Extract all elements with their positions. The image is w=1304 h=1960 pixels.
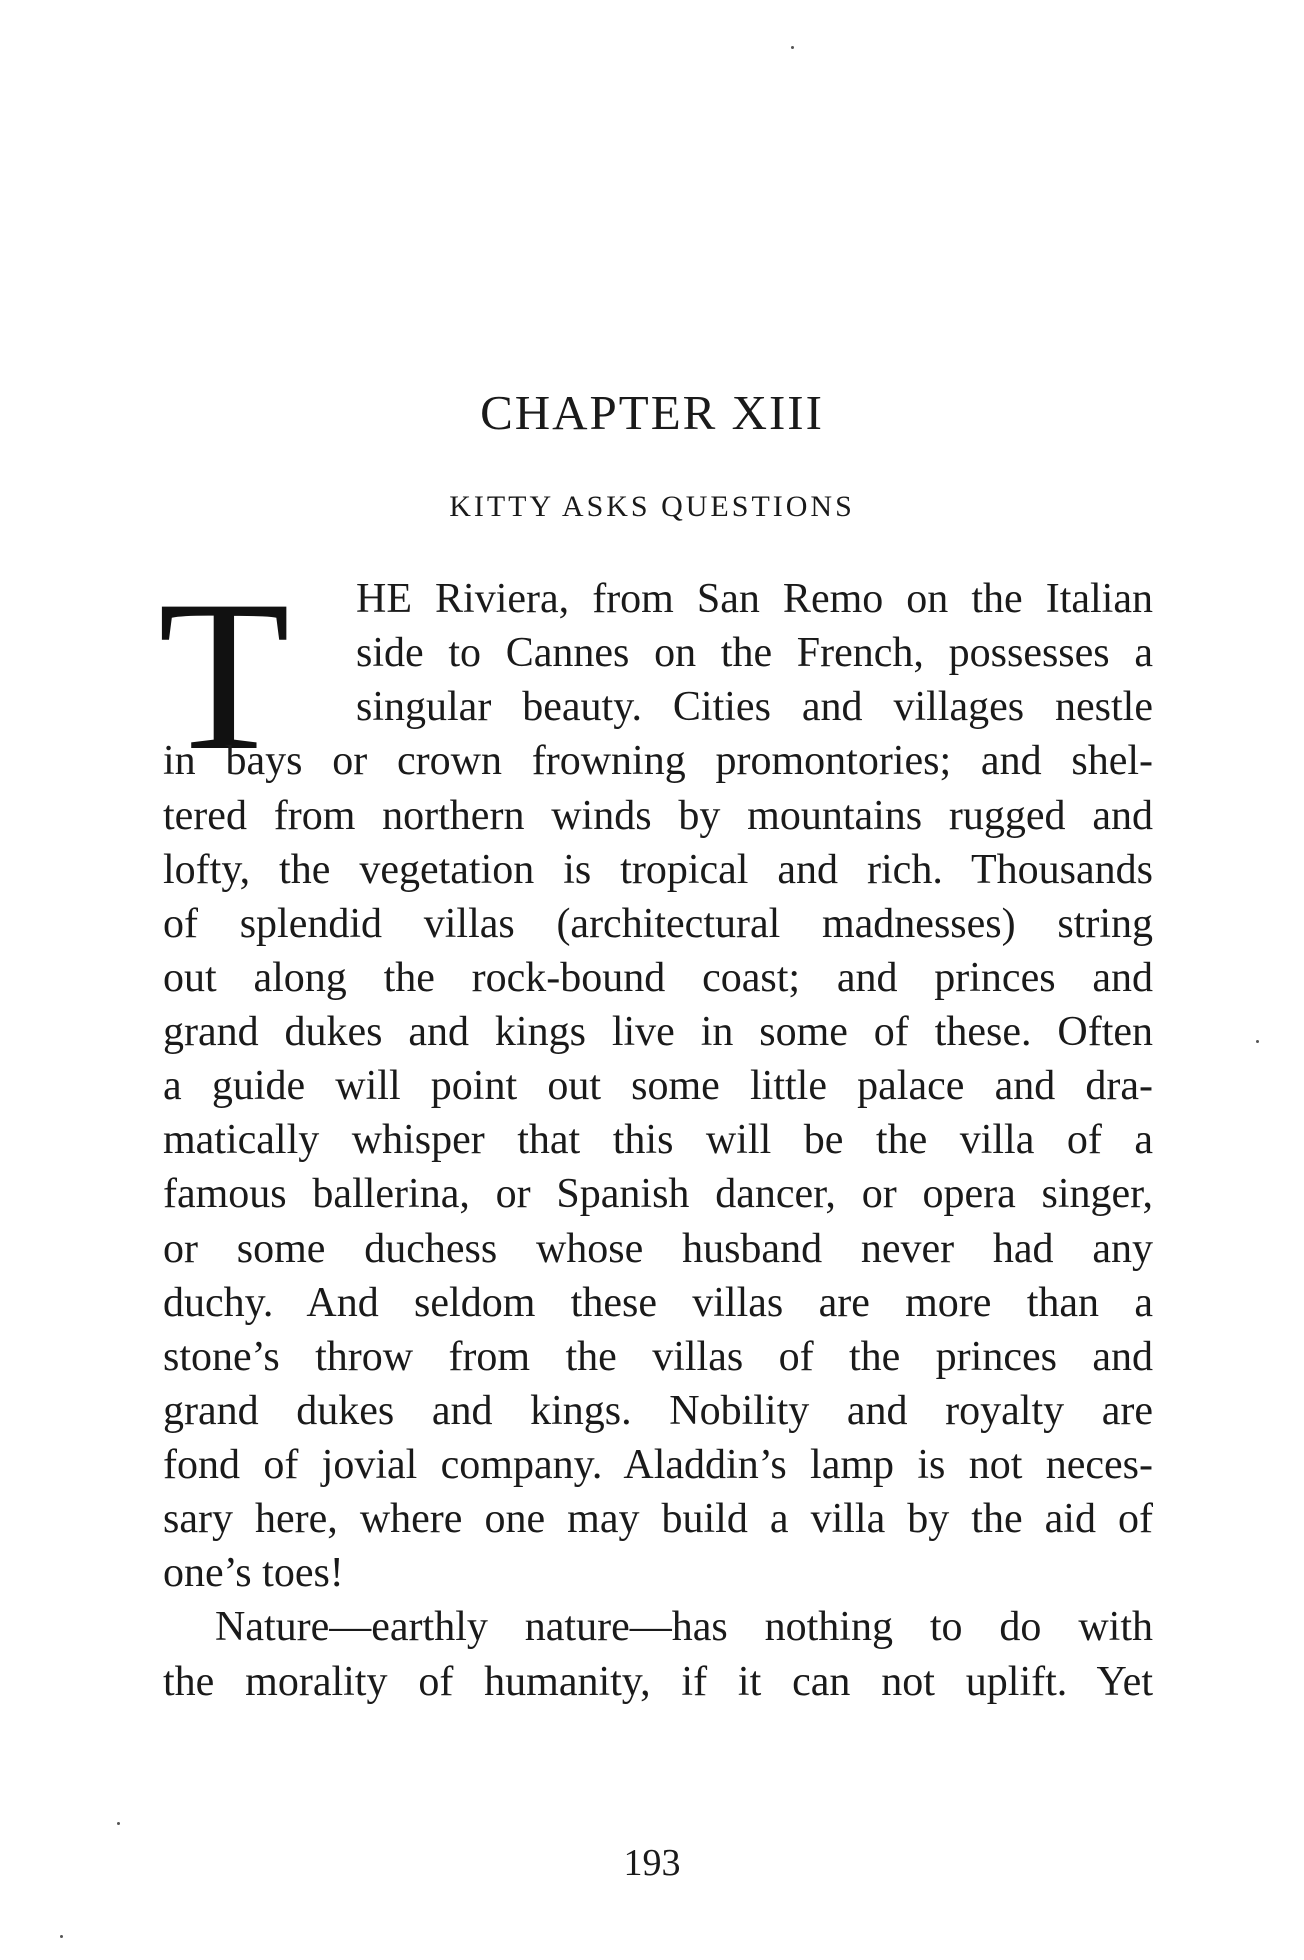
paper-speck xyxy=(791,46,794,49)
body-line: of splendid villas (architectural madnesses) string xyxy=(163,901,1153,947)
body-line: the morality of humanity, if it can not uplift. Yet xyxy=(163,1659,1153,1705)
body-line: grand dukes and kings live in some of these. Often xyxy=(163,1009,1153,1055)
body-line: in bays or crown frowning promontories; and shel- xyxy=(163,738,1153,784)
body-line: Nature—earthly nature—has nothing to do with xyxy=(215,1604,1153,1650)
body-line: tered from northern winds by mountains rugged and xyxy=(163,793,1153,839)
paper-speck xyxy=(60,1935,63,1938)
body-line: singular beauty. Cities and villages nestle xyxy=(356,684,1153,730)
body-line: sary here, where one may build a villa by the aid of xyxy=(163,1496,1153,1542)
body-line: famous ballerina, or Spanish dancer, or opera singer, xyxy=(163,1171,1153,1217)
body-line: HE Riviera, from San Remo on the Italian xyxy=(356,576,1153,622)
body-line: a guide will point out some little palace and dra- xyxy=(163,1063,1153,1109)
body-line: or some duchess whose husband never had any xyxy=(163,1226,1153,1272)
body-line: matically whisper that this will be the villa of a xyxy=(163,1117,1153,1163)
drop-cap: T xyxy=(158,556,290,795)
body-line: side to Cannes on the French, possesses a xyxy=(356,630,1153,676)
page-number: 193 xyxy=(623,1842,681,1884)
body-line: stone’s throw from the villas of the princes and xyxy=(163,1334,1153,1380)
body-line: fond of jovial company. Aladdin’s lamp is not neces- xyxy=(163,1442,1153,1488)
body-line: duchy. And seldom these villas are more than a xyxy=(163,1280,1153,1326)
body-line: grand dukes and kings. Nobility and royalty are xyxy=(163,1388,1153,1434)
body-line: lofty, the vegetation is tropical and rich. Thousands xyxy=(163,847,1153,893)
paper-speck xyxy=(1256,1040,1259,1043)
paper-speck xyxy=(117,1822,120,1825)
body-line: out along the rock-bound coast; and princes and xyxy=(163,955,1153,1001)
chapter-subtitle: KITTY ASKS QUESTIONS xyxy=(449,490,855,523)
chapter-title: CHAPTER XIII xyxy=(480,385,824,440)
body-line: one’s toes! xyxy=(163,1550,344,1596)
